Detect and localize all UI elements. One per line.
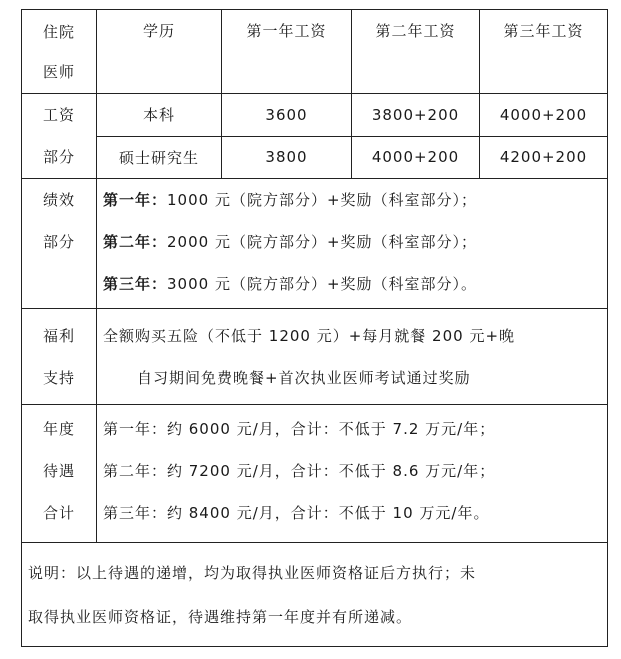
bachelor-year3-salary: 4000+200 (480, 94, 608, 137)
welfare-label-line1: 福利 (42, 327, 75, 345)
note-line-2: 取得执业医师资格证，待遇维持第一年度并有所递减。 (28, 608, 413, 626)
performance-section-label (22, 179, 97, 309)
annual-label-line2: 待遇 (42, 462, 75, 480)
annual-line-3: 第三年：约 8400 元/月，合计：不低于 10 万元/年。 (103, 504, 490, 522)
corner-label-line1: 住院 (42, 23, 75, 41)
header-row (22, 10, 608, 94)
master-year1-salary: 3800 (222, 136, 352, 179)
master-year2-salary: 4000+200 (352, 136, 480, 179)
welfare-line-1: 全额购买五险（不低于 1200 元）+每月就餐 200 元+晚 (103, 327, 516, 345)
performance-line-1 (103, 179, 607, 221)
bachelor-year1-salary: 3600 (222, 94, 352, 137)
annual-label-line3: 合计 (42, 504, 75, 522)
education-master: 硕士研究生 (97, 136, 222, 179)
salary-section-label (22, 94, 97, 179)
bachelor-year2-salary: 3800+200 (352, 94, 480, 137)
master-year3-salary: 4200+200 (480, 136, 608, 179)
performance-details (97, 179, 608, 309)
performance-row (22, 179, 608, 309)
note-row (22, 543, 608, 647)
welfare-details (97, 309, 608, 405)
performance-year-label: 第三年： (103, 275, 168, 293)
performance-year-label: 第二年： (103, 233, 168, 251)
year3-salary-header: 第三年工资 (480, 10, 608, 94)
welfare-label-line2: 支持 (42, 369, 75, 387)
performance-label-line2: 部分 (42, 233, 75, 251)
corner-header-cell (22, 10, 97, 94)
note-line-1: 说明：以上待遇的递增，均为取得执业医师资格证后方执行；未 (28, 564, 477, 582)
salary-table (21, 9, 608, 647)
education-header: 学历 (97, 10, 222, 94)
welfare-line-2: 自习期间免费晚餐+首次执业医师考试通过奖励 (137, 369, 471, 387)
annual-section-label (22, 405, 97, 543)
table-row (22, 136, 608, 179)
annual-details (97, 405, 608, 543)
annual-label-line1: 年度 (42, 420, 75, 438)
performance-line-3 (103, 263, 607, 305)
performance-text: 3000 元（院方部分）+奖励（科室部分）。 (167, 275, 478, 293)
salary-label-line2: 部分 (42, 148, 75, 166)
note-cell (22, 543, 608, 647)
performance-text: 1000 元（院方部分）+奖励（科室部分）； (167, 191, 478, 209)
welfare-row (22, 309, 608, 405)
annual-line-2: 第二年：约 7200 元/月，合计：不低于 8.6 万元/年； (103, 462, 496, 480)
performance-label-line1: 绩效 (42, 191, 75, 209)
corner-label-line2: 医师 (42, 63, 75, 81)
year2-salary-header: 第二年工资 (352, 10, 480, 94)
performance-line-2 (103, 221, 607, 263)
performance-year-label: 第一年： (103, 191, 168, 209)
table-row (22, 94, 608, 137)
salary-label-line1: 工资 (42, 106, 75, 124)
annual-line-1: 第一年：约 6000 元/月，合计：不低于 7.2 万元/年； (103, 420, 496, 438)
performance-text: 2000 元（院方部分）+奖励（科室部分）； (167, 233, 478, 251)
welfare-section-label (22, 309, 97, 405)
annual-total-row (22, 405, 608, 543)
education-bachelor: 本科 (97, 94, 222, 137)
year1-salary-header: 第一年工资 (222, 10, 352, 94)
